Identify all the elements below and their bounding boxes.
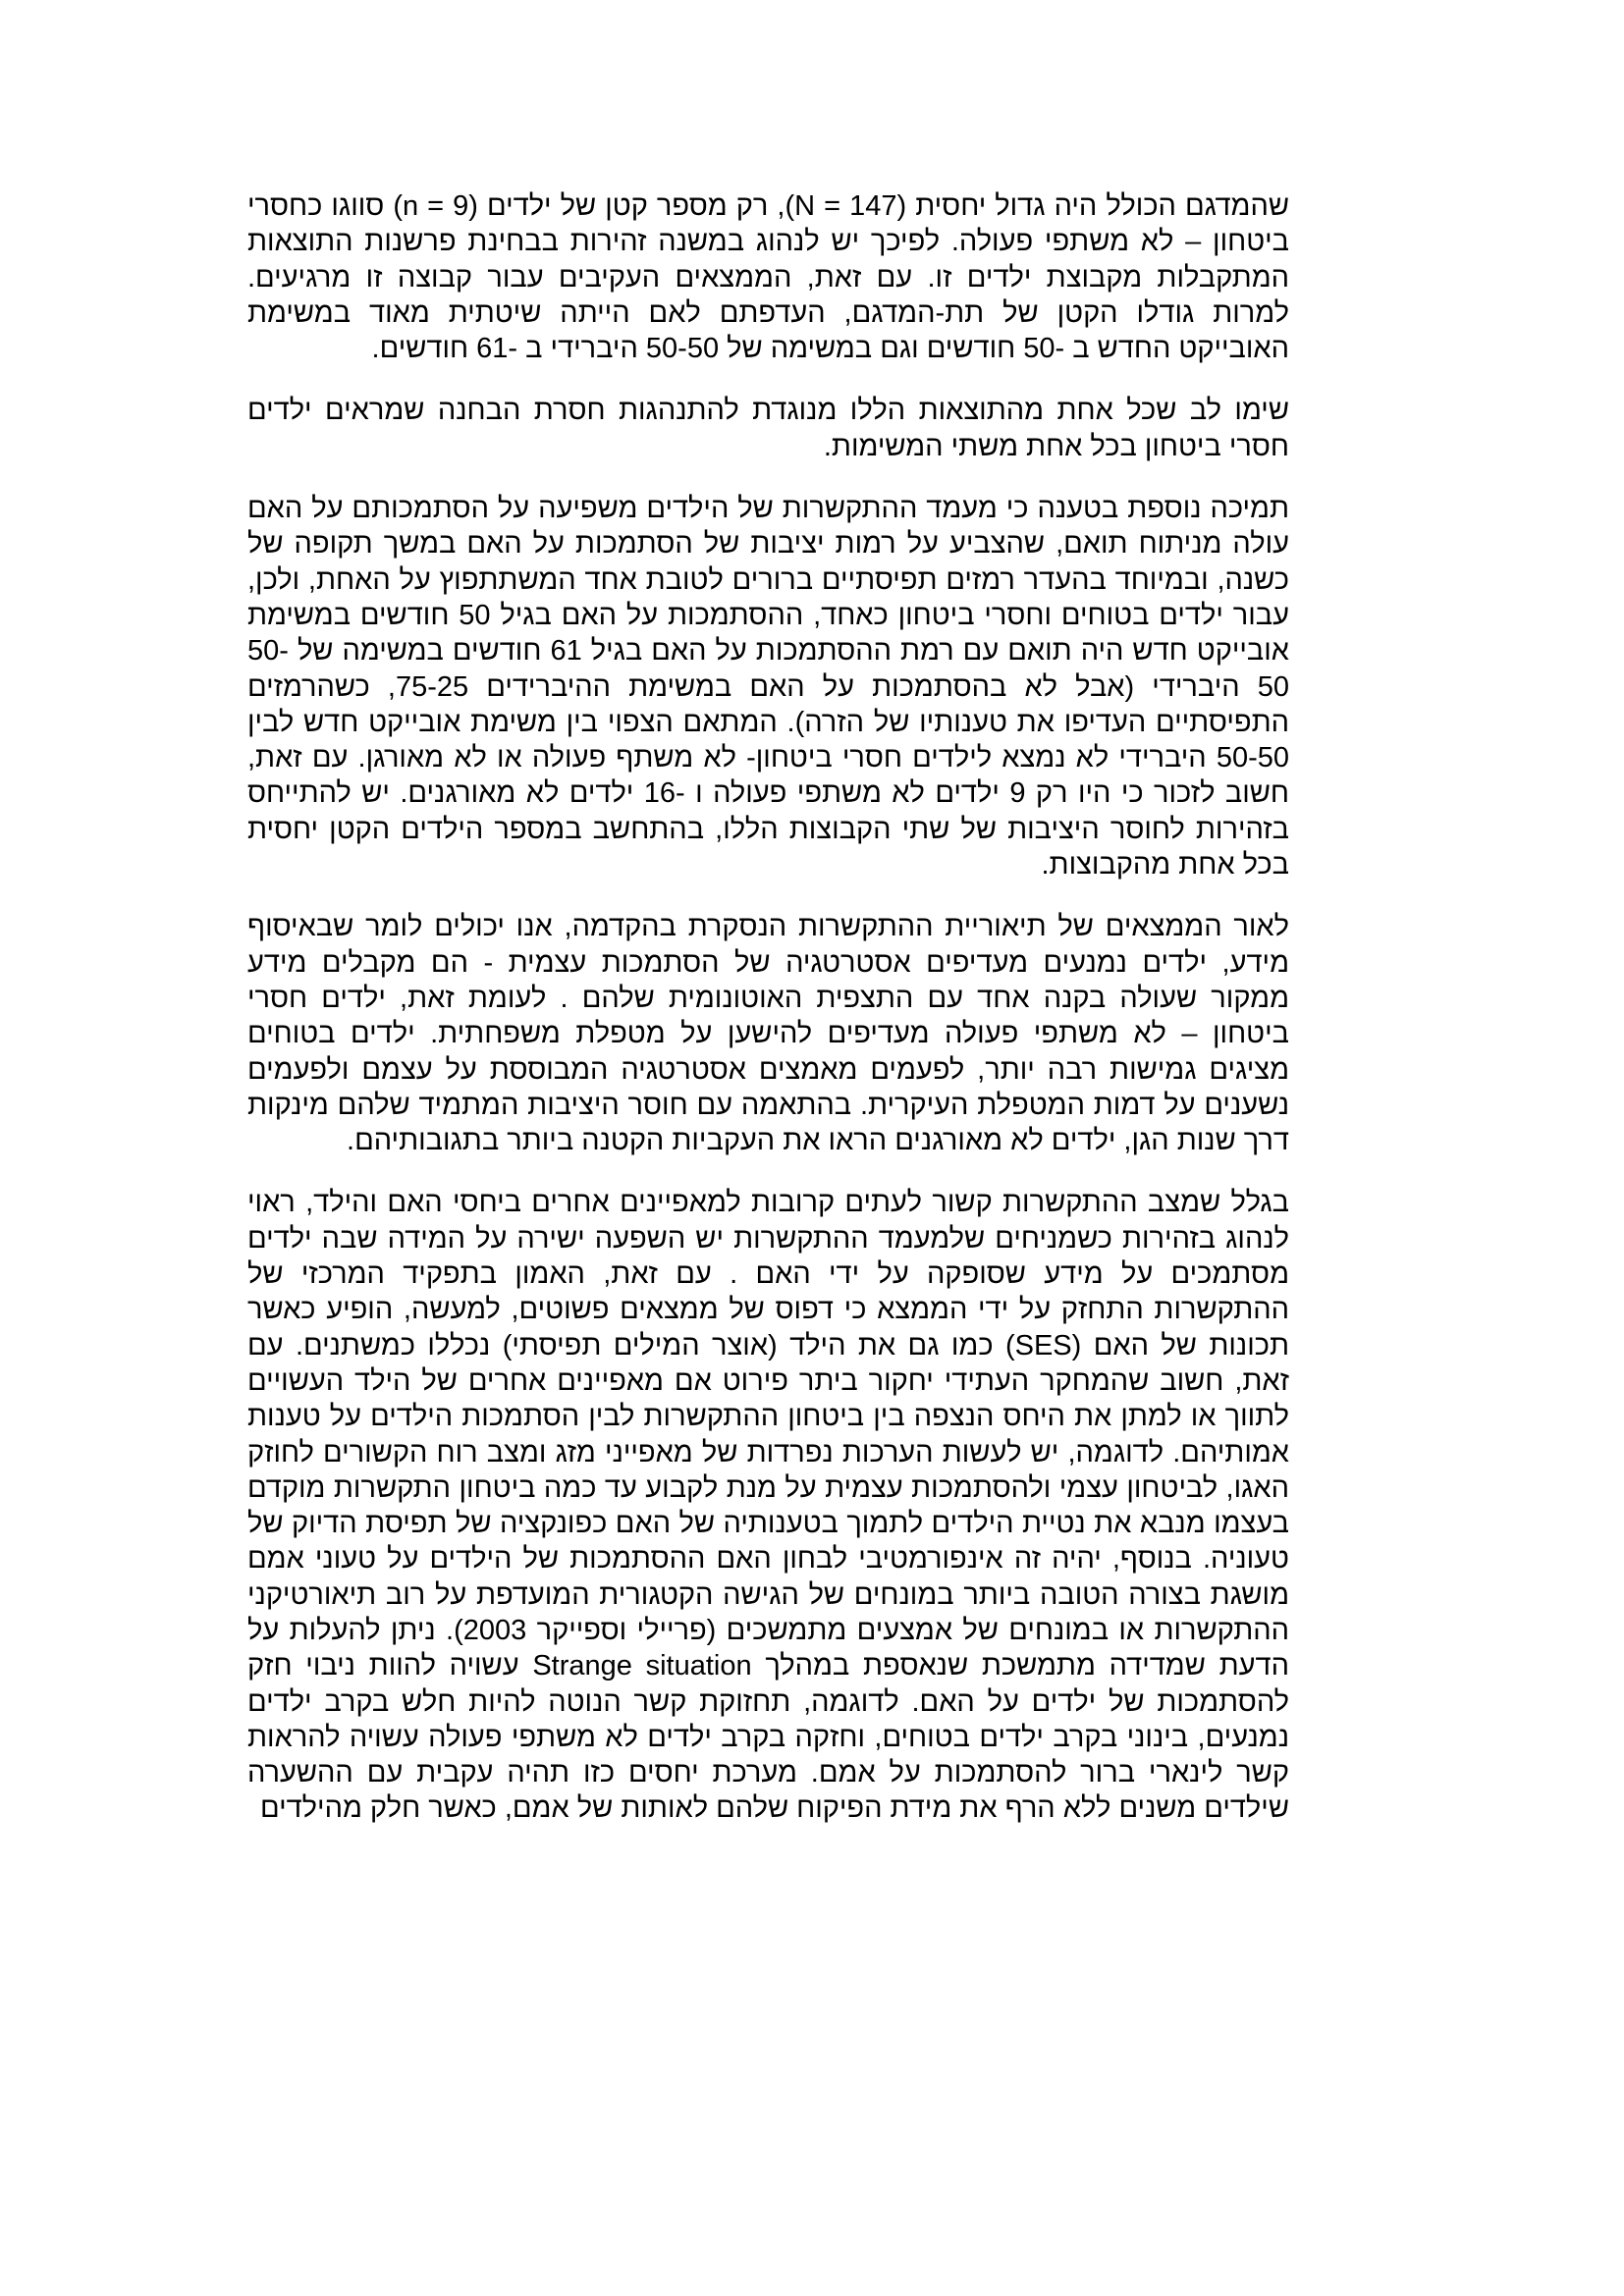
body-paragraph-5: בגלל שמצב ההתקשרות קשור לעתים קרובות למאפיינים אחרים ביחסי האם והילד, ראוי לנהוג בזהירות כשמניחים שלמעמד ההתקשרות יש השפעה ישירה על המידה שבה ילדים מסתמכים על מידע שסופקה על ידי האם . עם זאת, האמון בתפקיד המרכזי של ההתקשרות התחזק על ידי הממצא כי דפוס של ממצאים פשוטים, למעשה, הופיע כאשר תכונות של האם (SES) כמו גם את הילד (אוצר המילים תפיסתי) נכללו כמשתנים. עם זאת, חשוב שהמחקר העתידי יחקור ביתר פירוט אם מאפיינים אחרים של הילד העשויים לתווך או למתן את היחס הנצפה בין ביטחון ההתקשרות לבין הסתמכות הילדים על טענות אמותיהם. לדוגמה, יש לעשות הערכות נפרדות של מאפייני מזג ומצב רוח הקשורים לחוזק האגו, לביטחון עצמי ולהסתמכות עצמית על מנת לקבוע עד כמה ביטחון התקשרות מוקדם בעצמו מנבא את נטיית הילדים לתמוך בטענותיה של האם כפונקציה של תפיסת הדיוק של טעוניה. בנוסף, יהיה זה אינפורמטיבי לבחון האם ההסתמכות של הילדים על טעוני אמם מושגת בצורה הטובה ביותר במונחים של הגישה הקטגורית המועדפת על רוב תיאורטיקני ההתקשרות או במונחים של אמצעים מתמשכים (פריילי וספייקר 2003). ניתן להעלות על הדעת שמדידה מתמשכת שנאספת במהלך Strange situation עשויה להוות ניבוי חזק להסתמכות של ילדים על האם. לדוגמה, תחזוקת קשר הנוטה להיות חלש בקרב ילדים נמנעים, בינוני בקרב ילדים בטוחים, וחזקה בקרב ילדים לא משתפי פעולה עשויה להראות קשר לינארי ברור להסתמכות על אמם. מערכת יחסים כזו תהיה עקבית עם ההשערה שילדים משנים ללא הרף את מידת הפיקוח שלהם לאותות של אמם, כאשר חלק מהילדים [247,1187,1290,1825]
body-paragraph-4: לאור הממצאים של תיאוריית ההתקשרות הנסקרת בהקדמה, אנו יכולים לומר שבאיסוף מידע, ילדים נמנעים מעדיפים אסטרטגיה של הסתמכות עצמית - הם מקבלים מידע ממקור שעולה בקנה אחד עם התצפית האוטונומית שלהם . לעומת זאת, ילדים חסרי ביטחון – לא משתפי פעולה מעדיפים להישען על מטפלת משפחתית. ילדים בטוחים מציגים גמישות רבה יותר, לפעמים מאמצים אסטרטגיה המבוססת על עצמם ולפעמים נשענים על דמות המטפלת העיקרית. בהתאמה עם חוסר היציבות המתמיד שלהם מינקות דרך שנות הגן, ילדים לא מאורגנים הראו את העקביות הקטנה ביותר בתגובותיהם. [247,911,1289,1157]
body-paragraph-3: תמיכה נוספת בטענה כי מעמד ההתקשרות של הילדים משפיעה על הסתמכותם על האם עולה מניתוח תואם, שהצביע על רמות יציבות של הסתמכות על האם במשך תקופה של כשנה, ובמיוחד בהעדר רמזים תפיסתיים ברורים לטובת אחד המשתתפוץ על האחת, ולכן, עבור ילדים בטוחים וחסרי ביטחון כאחד, ההסתמכות על האם בגיל 50 חודשים במשימת אובייקט חדש היה תואם עם רמת ההסתמכות על האם בגיל 61 חודשים במשימה של -50 50 היברידי (אבל לא בהסתמכות על האם במשימת ההיברידים 75-25, כשהרמזים התפיסתיים העדיפו את טענותיו של הזרה). המתאם הצפוי בין משימת אובייקט חדש לבין 50-50 היברידי לא נמצא לילדים חסרי ביטחון- לא משתף פעולה או לא מאורגן. עם זאת, חשוב לזכור כי היו רק 9 ילדים לא משתפי פעולה ו -16 ילדים לא מאורגנים. יש להתייחס בזהירות לחוסר היציבות של שתי הקבוצות הללו, בהתחשב במספר הילדים הקטן יחסית בכל אחת מהקבוצות. [247,493,1289,881]
body-paragraph-1: שהמדגם הכולל היה גדול יחסית (N = 147), רק מספר קטן של ילדים (n = 9) סווגו כחסרי ביטחון – לא משתפי פעולה. לפיכך יש לנהוג במשנה זהירות בבחינת פרשנות התוצאות המתקבלות מקבוצת ילדים זו. עם זאת, הממצאים העקיבים עבור קבוצה זו מרגיעים. למרות גודלו הקטן של תת-המדגם, העדפתם לאם הייתה שיטתית מאוד במשימת האובייקט החדש ב -50 חודשים וגם במשימה של 50-50 היברידי ב -61 חודשים. [247,190,1289,365]
document-page [247,188,1289,1853]
body-paragraph-2: שימו לב שכל אחת מהתוצאות הללו מנוגדת להתנהגות חסרת הבחנה שמראים ילדים חסרי ביטחון בכל אחת משתי המשימות. [247,395,1289,462]
